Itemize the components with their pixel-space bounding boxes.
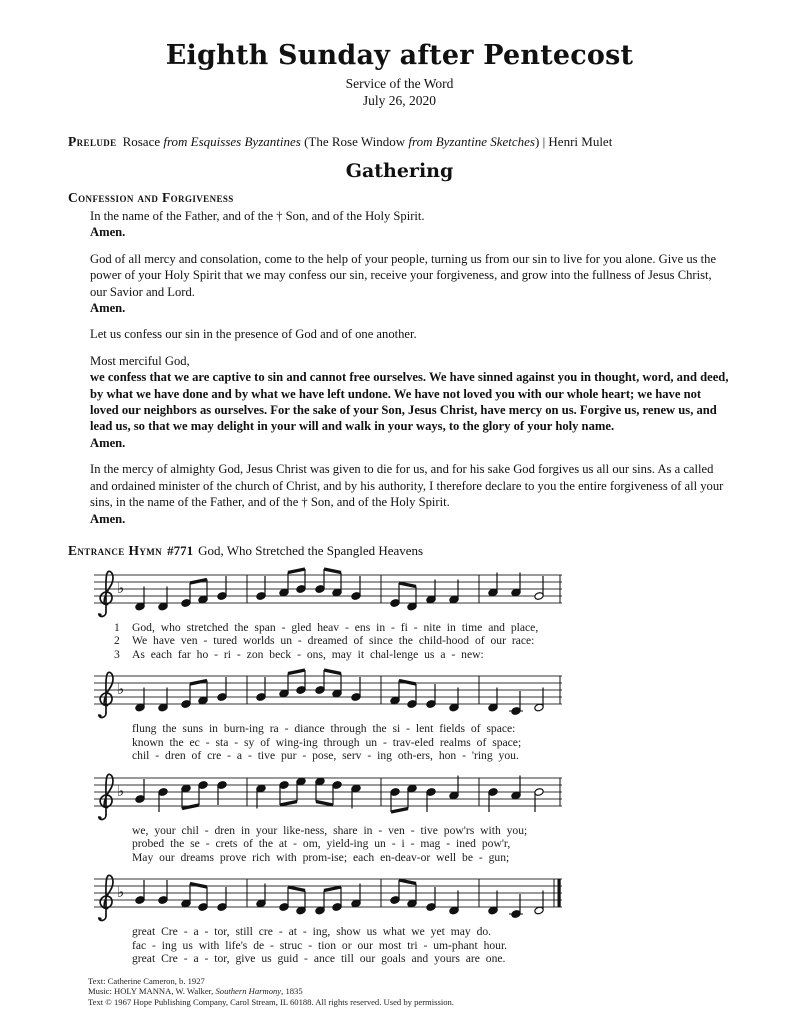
prelude-line [68, 134, 731, 150]
beam [391, 808, 408, 812]
hymn-title: God, Who Stretched the Spangled Heavens [198, 542, 424, 558]
text-segment: Text: Catherine Cameron, b. 1927 [88, 975, 205, 986]
verse-number: 1 [114, 620, 120, 634]
credit-line [88, 986, 731, 997]
staff-svg [94, 770, 564, 822]
confession-heading: Confession and Forgiveness [68, 190, 234, 205]
verse-lyrics [114, 925, 731, 966]
text-segment: ) | Henri Mulet [534, 134, 613, 149]
lyric-line: 3 As each far ho - ri - zon beck - ons, may it chal-lenge us a - new: [114, 647, 484, 661]
liturgy-paragraph [90, 326, 729, 342]
beam [316, 801, 333, 805]
lyric-line: probed the se - crets of the at - om, yield-ing un - i - mag - ined pow'r, [132, 837, 511, 851]
liturgy-paragraph [90, 353, 729, 451]
text-segment: Rosace [122, 134, 164, 149]
hymn-system [94, 770, 731, 865]
hymn-system [94, 567, 731, 662]
liturgy-paragraph [90, 251, 729, 317]
prelude-title [123, 134, 613, 149]
text-segment: Music: HOLY MANNA, W. Walker, [88, 986, 216, 997]
beam [288, 887, 305, 891]
lyric-line: great Cre - a - tor, still cre - at - ing, show us what we yet may do. [132, 925, 492, 939]
beam [280, 801, 297, 805]
note-head [509, 707, 523, 716]
beam [190, 681, 207, 685]
staff-svg [94, 668, 564, 720]
lyric-line: we, your chil - dren in your like-ness, share in - ven - tive pow'rs with you; [132, 823, 528, 837]
lyric-line: flung the suns in burn-ing ra - diance through the si - lent fields of space: [132, 722, 516, 736]
note-head [509, 910, 523, 919]
text-segment: Text © 1967 Hope Publishing Company, Carol Stream, IL 60188. All rights reserved. Used by permission. [88, 996, 454, 1007]
beam [324, 887, 341, 891]
service-subtitle: Service of the Word [345, 76, 454, 91]
treble-clef-icon [98, 876, 113, 921]
beam [288, 670, 305, 674]
hymn-system [94, 871, 731, 966]
congregation-response: Amen. [90, 301, 126, 316]
text-segment: from Esquisses Byzantines [163, 134, 305, 149]
beam [324, 569, 341, 573]
flat-sign: ♭ [117, 680, 125, 699]
beam [324, 670, 341, 674]
copyright-footer [88, 976, 731, 1008]
entrance-hymn-label: Entrance Hymn [68, 542, 163, 558]
congregation-response: Amen. [90, 511, 126, 526]
confession-paragraphs [90, 208, 729, 527]
gathering-heading: Gathering [345, 160, 454, 182]
congregation-response: Amen. [90, 435, 126, 450]
hymn-music-notation [94, 567, 731, 966]
liturgy-line: Let us confess our sin in the presence of God and of one another. [90, 327, 417, 342]
liturgy-line: Most merciful God, [90, 353, 190, 368]
verse-lyrics [114, 824, 731, 865]
beam [399, 583, 416, 587]
credit-line [88, 997, 731, 1008]
credit-line [88, 976, 731, 987]
page-title: Eighth Sunday after Pentecost [165, 40, 634, 71]
treble-clef-icon [98, 571, 113, 616]
flat-sign: ♭ [117, 883, 125, 902]
beam [182, 805, 199, 809]
verse-lyrics [114, 722, 731, 763]
liturgy-paragraph [90, 208, 729, 241]
lyric-line: great Cre - a - tor, give us guid - ance till our goals and yours are one. [132, 952, 506, 966]
liturgy-line: In the mercy of almighty God, Jesus Christ was given to die for us, and for his sake God forgives us all our sins. As a called and ordained minister of the church of Christ, and by his authority, I therefore declare to you the entire forgiveness of all your sins, in the name of the Father, and of the † Son, and of the Holy Spirit. [90, 462, 724, 510]
entrance-hymn-line [68, 543, 731, 559]
liturgy-paragraph [90, 461, 729, 527]
lyric-line: known the ec - sta - sy of wing-ing through un - trav-eled realms of space; [132, 735, 522, 749]
final-barline-thick [558, 879, 561, 907]
lyric-line: 2 We have ven - tured worlds un - dreamed of since the child-hood of our race: [114, 634, 535, 648]
service-date: July 26, 2020 [362, 93, 437, 108]
flat-sign: ♭ [117, 578, 125, 597]
beam [399, 880, 416, 884]
beam [288, 569, 305, 573]
beam [399, 681, 416, 685]
flat-sign: ♭ [117, 781, 125, 800]
lyric-line: chil - dren of cre - a - tive pur - pose, serv - ing oth-ers, hon - 'ring you. [132, 749, 519, 763]
congregation-response: Amen. [90, 225, 126, 240]
congregation-response: we confess that we are captive to sin and cannot free ourselves. We have sinned against you in thought, word, and deed, by what we have done and by what we have left undone. We have not loved you with our whole heart; we have not loved our neighbors as ourselves. For the sake of your Son, Jesus Christ, have mercy on us. Forgive us, renew us, and lead us, so that we may delight in your will and walk in your ways, to the glory of your holy name. [90, 370, 729, 434]
lyric-line: 1 God, who stretched the span - gled heav - ens in - fi - nite in time and place, [114, 620, 539, 634]
liturgy-line: In the name of the Father, and of the † Son, and of the Holy Spirit. [90, 209, 425, 223]
text-segment: , 1835 [281, 986, 303, 997]
beam [190, 579, 207, 583]
liturgy-line: God of all mercy and consolation, come to the help of your people, turning us from our sin to live for you alone. Give us the power of your Holy Spirit that we may confess our sin, receive your forgiveness, and grow into the fullness of Jesus Christ, our Savior and Lord. [90, 251, 717, 299]
lyric-line: fac - ing us with life's de - struc - tion or our most tri - um-phant hour. [132, 938, 508, 952]
staff-svg [94, 871, 564, 923]
treble-clef-icon [98, 774, 113, 819]
lyric-line: May our dreams prove rich with prom-ise; each en-deav-or well be - gun; [132, 850, 510, 864]
hymn-system [94, 668, 731, 763]
verse-number: 2 [114, 634, 120, 648]
treble-clef-icon [98, 673, 113, 718]
verse-lyrics [114, 621, 731, 662]
verse-number: 3 [114, 647, 120, 661]
beam [190, 884, 207, 888]
text-segment: Southern Harmony [215, 986, 282, 997]
text-segment: (The Rose Window [304, 134, 409, 149]
hymn-number: #771 [167, 542, 194, 558]
text-segment: from Byzantine Sketches [408, 134, 535, 149]
prelude-label: Prelude [68, 134, 117, 149]
staff-svg [94, 567, 564, 619]
